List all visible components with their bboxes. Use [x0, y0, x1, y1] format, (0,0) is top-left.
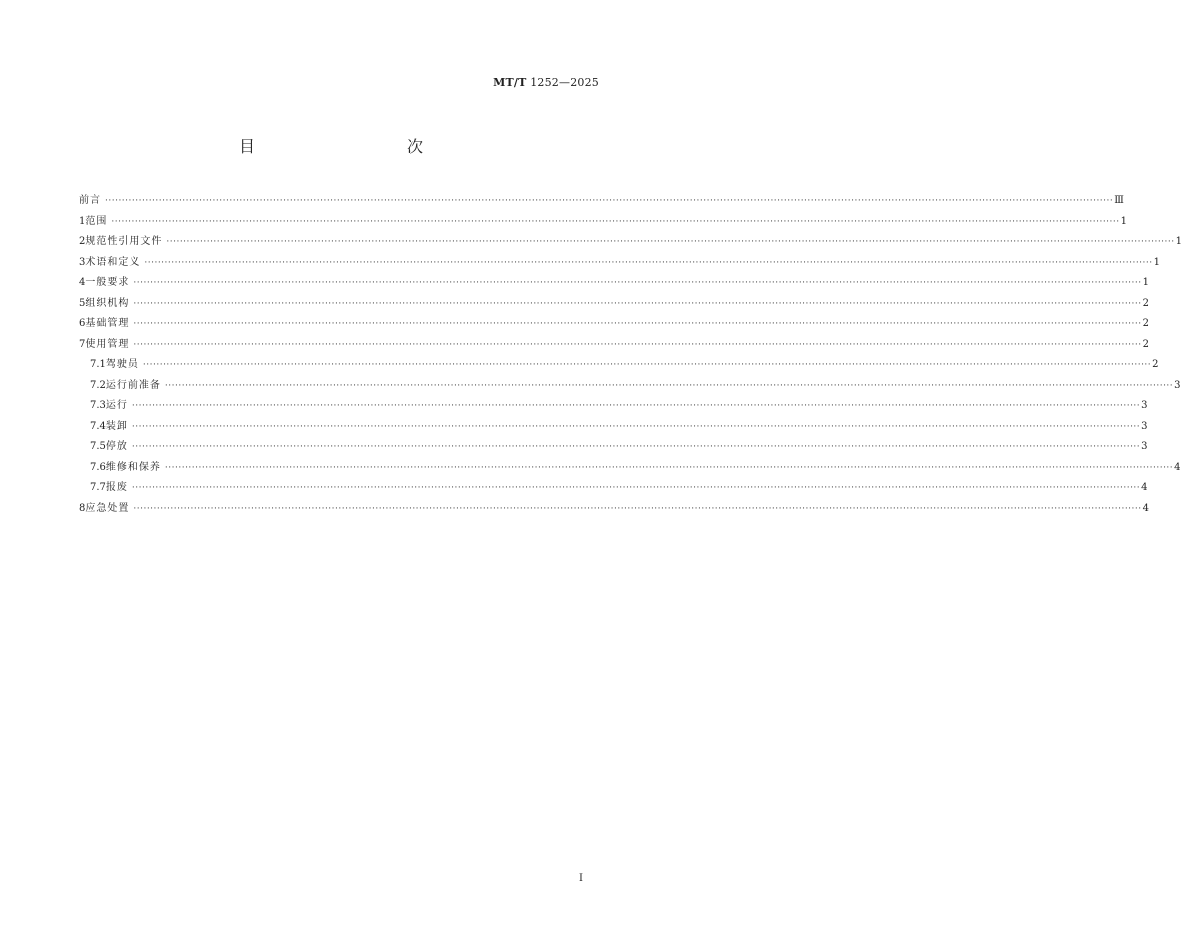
toc-entry-number: 5 — [79, 297, 86, 309]
toc-entry-page: 2 — [1142, 338, 1150, 350]
toc-leader-dots: ············································································································································································································································································································ — [131, 421, 1141, 432]
toc-entry-number: 4 — [79, 277, 86, 288]
toc-leader-dots: ············································································································································································································································································································ — [144, 257, 1153, 268]
toc-entry-label: 停放 — [105, 441, 128, 452]
page-title: 目 次 — [238, 137, 463, 156]
standard-code — [493, 76, 599, 89]
toc-entry-number: 7.6 — [90, 461, 106, 473]
standard-code-prefix: MT/T — [493, 76, 527, 89]
toc-entry-page: 1 — [1175, 236, 1182, 247]
toc-entry-page: 3 — [1174, 379, 1181, 391]
toc-entry-number: 2 — [79, 236, 86, 247]
toc-entry-number: 1 — [79, 215, 86, 227]
toc-entry[interactable] — [79, 232, 1182, 253]
toc-entry-page: 2 — [1142, 297, 1150, 309]
toc-leader-dots: ············································································································································································································································································································ — [133, 319, 1142, 329]
toc-entry-label: 术语和定义 — [85, 256, 141, 268]
toc-leader-dots: ············································································································································································································································································································ — [105, 196, 1114, 206]
toc-entry-page: 2 — [1142, 318, 1150, 329]
toc-entry[interactable] — [79, 191, 1124, 212]
toc-entry-number: 7.2 — [90, 379, 106, 391]
toc-entry[interactable] — [79, 314, 1150, 335]
toc-entry[interactable] — [79, 396, 1148, 417]
toc-leader-dots: ············································································································································································································································································································ — [164, 462, 1174, 473]
toc-entry-label: 使用管理 — [85, 338, 130, 350]
toc-entry-label: 运行前准备 — [105, 379, 161, 391]
toc-entry[interactable] — [79, 417, 1148, 438]
toc-entry-label: 装卸 — [105, 420, 128, 432]
toc-leader-dots: ············································································································································································································································································································ — [131, 483, 1141, 493]
toc-leader-dots: ············································································································································································································································································································ — [131, 442, 1141, 452]
toc-entry[interactable] — [79, 335, 1150, 356]
footer-page-number: I — [579, 873, 583, 884]
toc-entry-page: 3 — [1141, 420, 1148, 432]
toc-entry-label: 组织机构 — [85, 297, 130, 309]
toc-entry-label: 范围 — [85, 215, 108, 227]
table-of-contents — [79, 191, 1182, 519]
standard-code-number: 1252—2025 — [530, 76, 599, 89]
toc-entry-number: 7.5 — [90, 441, 106, 452]
toc-leader-dots: ············································································································································································································································································································ — [131, 401, 1141, 411]
toc-entry-page: 4 — [1174, 461, 1181, 473]
toc-entry[interactable] — [79, 376, 1181, 397]
toc-entry-number: 8 — [79, 502, 86, 514]
toc-entry-page: 3 — [1141, 400, 1148, 411]
toc-entry[interactable] — [79, 458, 1181, 479]
toc-entry[interactable] — [79, 478, 1148, 499]
toc-entry-number: 7.1 — [90, 359, 106, 370]
toc-entry-page: 2 — [1152, 359, 1159, 370]
toc-entry-page: Ⅲ — [1114, 195, 1124, 206]
toc-entry-label: 规范性引用文件 — [85, 236, 163, 247]
toc-entry-label: 一般要求 — [85, 277, 130, 288]
toc-entry-number: 7.3 — [90, 400, 106, 411]
toc-entry-number: 7.4 — [90, 420, 106, 432]
toc-leader-dots: ············································································································································································································································································································ — [133, 298, 1142, 309]
toc-leader-dots: ············································································································································································································································································································ — [142, 360, 1152, 370]
toc-entry-number: 7 — [79, 338, 86, 350]
toc-entry-label: 应急处置 — [85, 502, 130, 514]
toc-entry-page: 4 — [1141, 482, 1148, 493]
toc-entry[interactable] — [79, 437, 1148, 458]
toc-entry-label: 报废 — [105, 482, 128, 493]
toc-entry[interactable] — [79, 499, 1150, 520]
toc-leader-dots: ············································································································································································································································································································ — [166, 237, 1175, 247]
toc-leader-dots: ············································································································································································································································································································ — [133, 278, 1142, 288]
toc-leader-dots: ············································································································································································································································································································ — [164, 380, 1174, 391]
toc-entry[interactable] — [79, 273, 1150, 294]
toc-entry-page: 4 — [1142, 502, 1150, 514]
toc-entry-label: 基础管理 — [85, 318, 130, 329]
toc-entry[interactable] — [79, 355, 1159, 376]
toc-entry[interactable] — [79, 212, 1128, 233]
toc-entry-label: 运行 — [105, 400, 128, 411]
toc-entry-number: 6 — [79, 318, 86, 329]
toc-entry-page: 1 — [1120, 215, 1128, 227]
toc-entry-label: 前言 — [79, 195, 101, 206]
toc-entry-label: 维修和保养 — [105, 461, 161, 473]
toc-leader-dots: ············································································································································································································································································································ — [133, 339, 1142, 350]
toc-entry[interactable] — [79, 294, 1150, 315]
toc-entry-page: 1 — [1142, 277, 1150, 288]
toc-leader-dots: ············································································································································································································································································································ — [111, 216, 1120, 227]
toc-leader-dots: ············································································································································································································································································································ — [133, 503, 1142, 514]
toc-entry-label: 驾驶员 — [105, 359, 139, 370]
toc-entry[interactable] — [79, 253, 1161, 274]
toc-entry-page: 3 — [1141, 441, 1148, 452]
toc-entry-page: 1 — [1153, 256, 1161, 268]
toc-entry-number: 3 — [79, 256, 86, 268]
toc-entry-number: 7.7 — [90, 482, 106, 493]
